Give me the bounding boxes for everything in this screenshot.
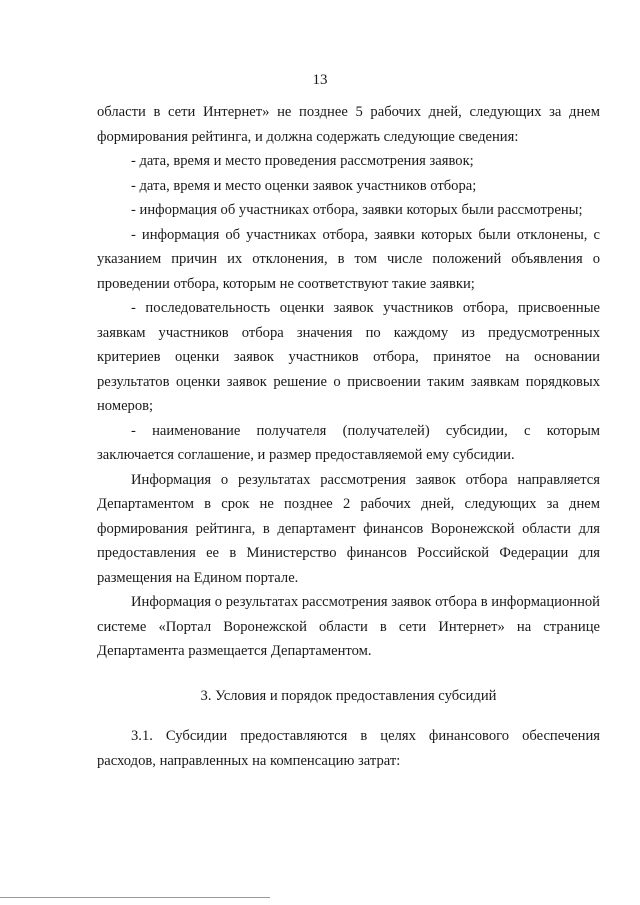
list-item-reviewed-participants: - информация об участниках отбора, заявки которых были рассмотрены; (131, 202, 583, 218)
list-item-rejected-participants: - информация об участниках отбора, заявки которых были отклонены, с указанием причин их отклонения, в том числе положений объявления о проведении отбора, которым не соответствуют такие заявки; (97, 226, 600, 292)
paragraph-continuation: области в сети Интернет» не позднее 5 рабочих дней, следующих за днем формирования рейтинга, и должна содержать следующие сведения: (97, 104, 600, 145)
paragraph-info-publishing: Информация о результатах рассмотрения заявок отбора в информационной системе «Портал Воронежской области в сети Интернет» на странице Департамента размещается Департаментом. (97, 594, 600, 659)
page-number: 13 (312, 72, 328, 88)
document-body (97, 100, 600, 773)
paragraph-3-1: 3.1. Субсидии предоставляются в целях финансового обеспечения расходов, направленных на компенсацию затрат: (97, 728, 600, 769)
list-item-recipient-name: - наименование получателя (получателей) субсидии, с которым заключается соглашение, и размер предоставляемой ему субсидии. (97, 422, 600, 463)
list-item-review-date: - дата, время и место проведения рассмотрения заявок; (131, 153, 474, 169)
list-item-assessment-date: - дата, время и место оценки заявок участников отбора; (131, 177, 477, 194)
paragraph-info-sending: Информация о результатах рассмотрения заявок отбора направляется Департаментом в срок не позднее 2 рабочих дней, следующих за днем формирования рейтинга, в департамент финансов Воронежской области для предоставления ее в Министерство финансов Российской Федерации для размещения на Едином портале. (97, 471, 600, 586)
list-item-assessment-sequence: - последовательность оценки заявок участников отбора, присвоенные заявкам участников отбора значения по каждому из предусмотренных критериев оценки заявок участников отбора, принятое на основании результатов оценки заявок решение о присвоении таким заявкам порядковых номеров; (97, 300, 600, 414)
footer-rule (0, 897, 270, 898)
section-heading: 3. Условия и порядок предоставления субсидий (200, 687, 497, 704)
